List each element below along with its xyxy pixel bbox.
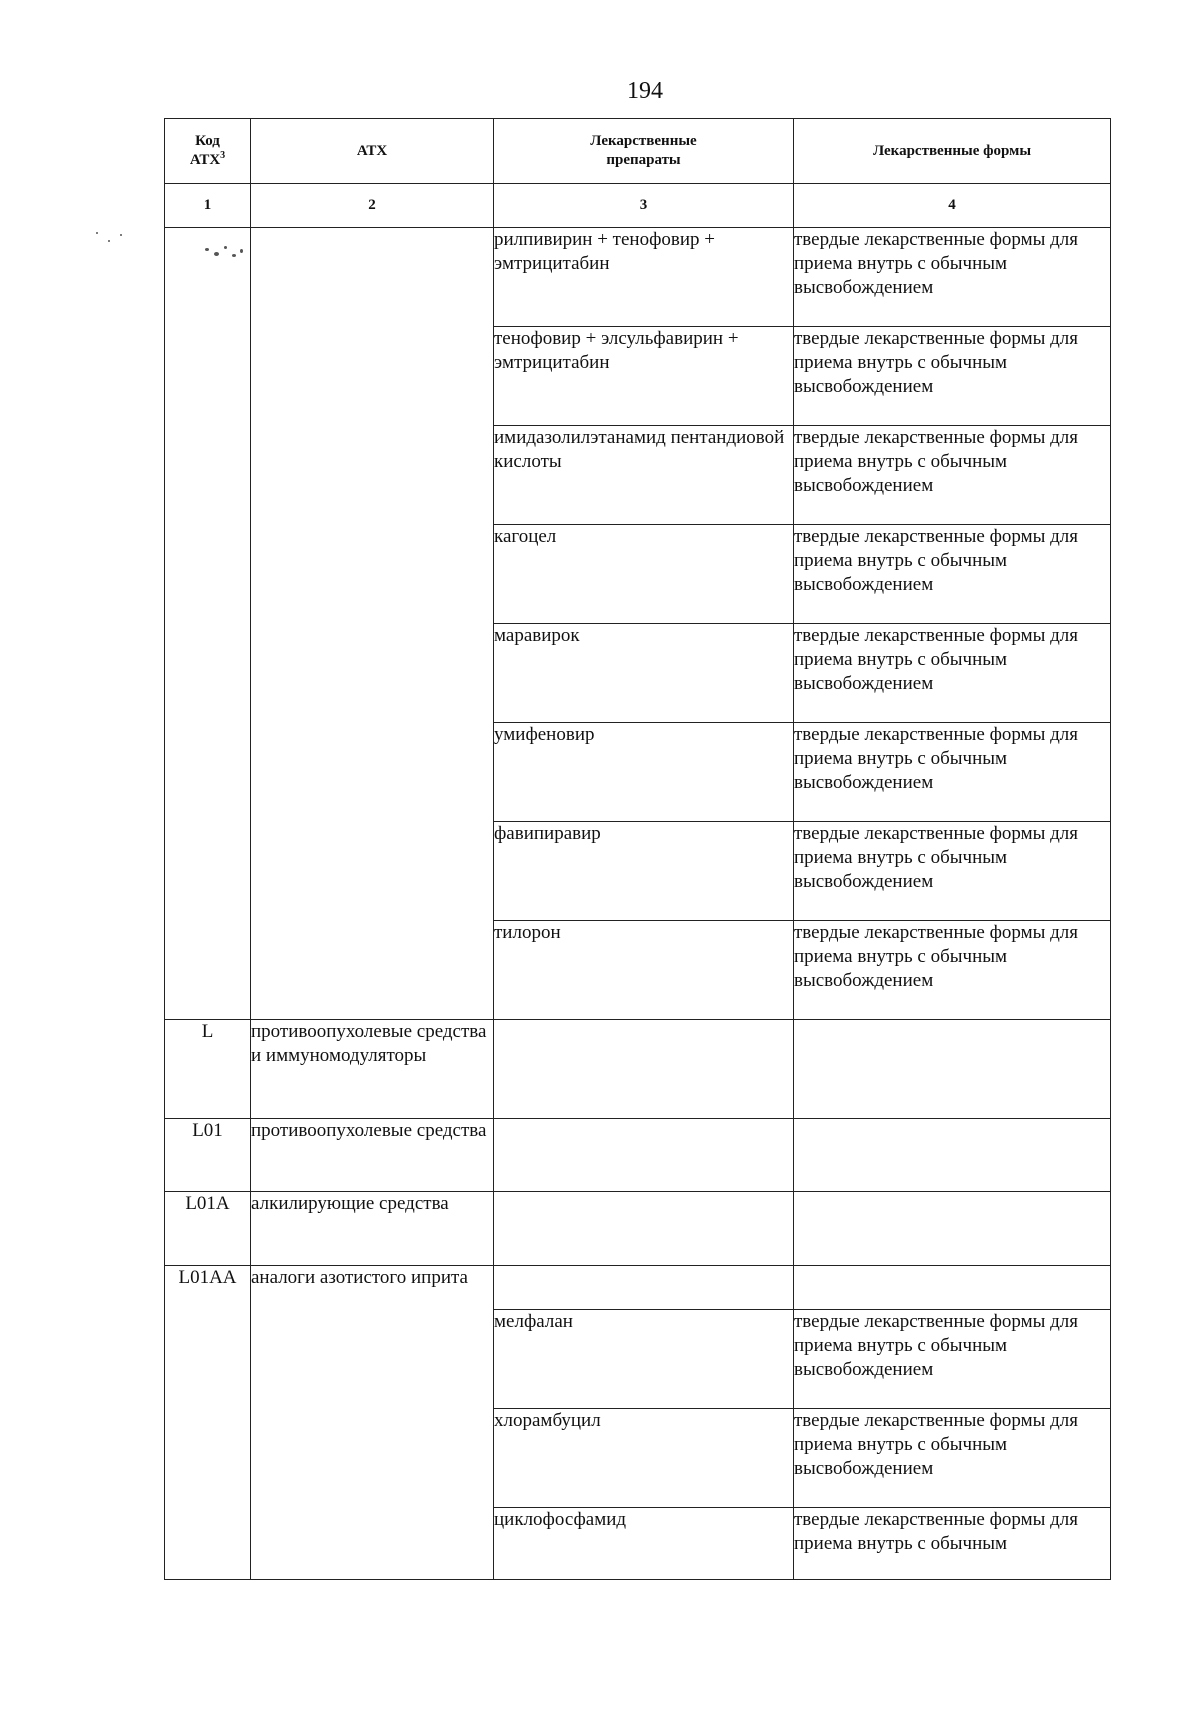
atx-name: аналоги азотистого иприта <box>251 1266 494 1580</box>
drug-form: твердые лекарственные формы для приема внутрь с обычным высвобождением <box>794 822 1111 921</box>
drug-form-empty <box>794 1192 1111 1266</box>
drug-name: мелфалан <box>494 1310 794 1409</box>
drug-form: твердые лекарственные формы для приема внутрь с обычным высвобождением <box>794 228 1111 327</box>
drug-name: имидазолилэтанамид пентандиовой кислоты <box>494 426 794 525</box>
drug-form: твердые лекарственные формы для приема внутрь с обычным <box>794 1508 1111 1580</box>
header-drugs: Лекарственные препараты <box>494 119 794 184</box>
drug-name: маравирок <box>494 624 794 723</box>
column-number: 3 <box>494 184 794 228</box>
drug-name: кагоцел <box>494 525 794 624</box>
atx-cell-empty <box>251 228 494 1020</box>
drug-form: твердые лекарственные формы для приема внутрь с обычным высвобождением <box>794 624 1111 723</box>
drug-name: тенофовир + элсульфавирин + эмтрицитабин <box>494 327 794 426</box>
column-number: 1 <box>165 184 251 228</box>
header-row <box>165 119 1111 184</box>
table-row <box>165 1266 1111 1310</box>
atx-table <box>164 118 1111 1580</box>
table-row <box>165 1192 1111 1266</box>
drug-name: фавипиравир <box>494 822 794 921</box>
code-cell-empty <box>165 228 251 1020</box>
drug-name: хлорамбуцил <box>494 1409 794 1508</box>
header-code: Код АТХ$^3$ <box>165 119 251 184</box>
drug-form: твердые лекарственные формы для приема внутрь с обычным высвобождением <box>794 921 1111 1020</box>
drug-name: умифеновир <box>494 723 794 822</box>
drug-form: твердые лекарственные формы для приема внутрь с обычным высвобождением <box>794 327 1111 426</box>
drug-form-empty <box>794 1266 1111 1310</box>
drug-name-empty <box>494 1020 794 1119</box>
drug-form-empty <box>794 1119 1111 1192</box>
page-number: 194 <box>627 78 663 104</box>
column-number: 2 <box>251 184 494 228</box>
table-row <box>165 228 1111 327</box>
column-number: 4 <box>794 184 1111 228</box>
drug-form: твердые лекарственные формы для приема внутрь с обычным высвобождением <box>794 723 1111 822</box>
drug-name: тилорон <box>494 921 794 1020</box>
table-row <box>165 1119 1111 1192</box>
drug-form: твердые лекарственные формы для приема внутрь с обычным высвобождением <box>794 426 1111 525</box>
drug-name: циклофосфамид <box>494 1508 794 1580</box>
header-forms: Лекарственные формы <box>794 119 1111 184</box>
atx-code: L01AA <box>165 1266 251 1580</box>
drug-name: рилпивирин + тенофовир + эмтрицитабин <box>494 228 794 327</box>
drug-form: твердые лекарственные формы для приема внутрь с обычным высвобождением <box>794 1310 1111 1409</box>
atx-name: противоопухолевые средства <box>251 1119 494 1192</box>
drug-name-empty <box>494 1266 794 1310</box>
drug-form-empty <box>794 1020 1111 1119</box>
drug-form: твердые лекарственные формы для приема внутрь с обычным высвобождением <box>794 1409 1111 1508</box>
drug-name-empty <box>494 1119 794 1192</box>
column-number-row <box>165 184 1111 228</box>
atx-code: L <box>165 1020 251 1119</box>
atx-code: L01 <box>165 1119 251 1192</box>
atx-name: противоопухолевые средства и иммуномодуляторы <box>251 1020 494 1119</box>
table-row <box>165 1020 1111 1119</box>
header-atx: АТХ <box>251 119 494 184</box>
atx-code: L01A <box>165 1192 251 1266</box>
drug-name-empty <box>494 1192 794 1266</box>
atx-name: алкилирующие средства <box>251 1192 494 1266</box>
drug-form: твердые лекарственные формы для приема внутрь с обычным высвобождением <box>794 525 1111 624</box>
